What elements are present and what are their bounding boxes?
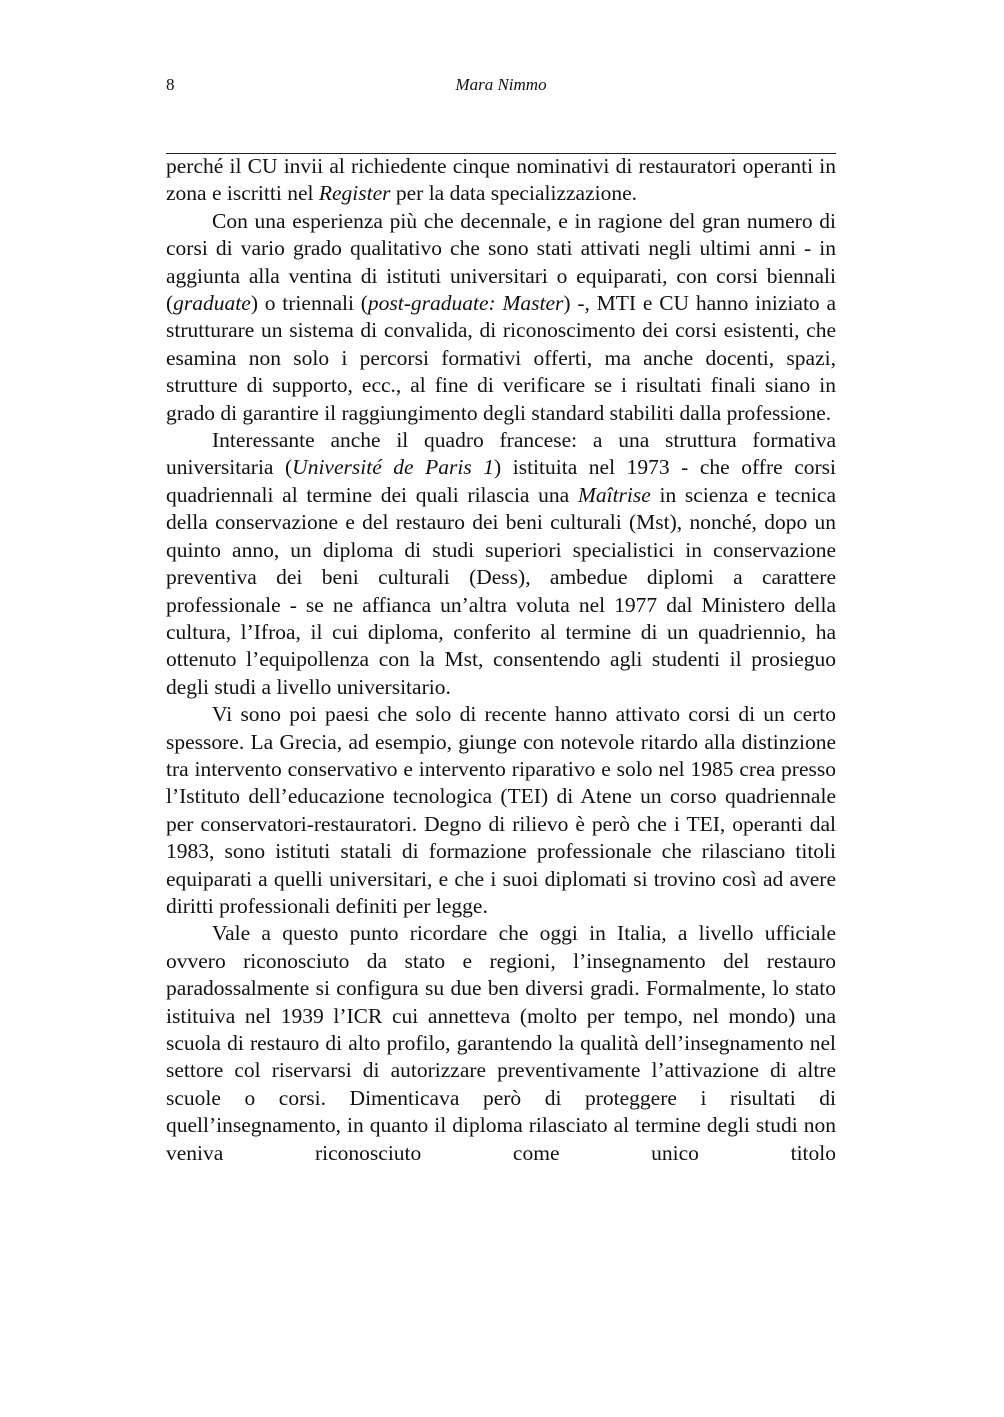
italic-term: post-graduate: Master (367, 291, 564, 316)
text-span: Con una esperienza più che decennale, e in ragione del gran numero di corsi di vario grado qualitativo che sono stati attivati negli ultimi anni - in aggiunta alla ventina di istituti universitari o equiparati, con corsi biennali ( (166, 208, 836, 316)
paragraph (166, 208, 836, 427)
text-span: in scienza e tecnica della conservazione e del restauro dei beni culturali (Mst), nonché, dopo un quinto anno, un diploma di studi superiori specialistici in conservazione preventiva dei beni culturali (Dess), ambedue diplomi a carattere professionale - se ne affianca un’altra voluta nel 1977 dal Ministero della cultura, l’Ifroa, il cui diploma, conferito al termine di un quadriennio, ha ottenuto l’equipollenza con la Mst, consentendo agli studenti il prosieguo degli studi a livello universitario. (166, 482, 836, 699)
text-span: per la data specializzazione. (390, 181, 638, 206)
text-span: Vi sono poi paesi che solo di recente hanno attivato corsi di un certo spessore. La Grecia, ad esempio, giunge con notevole ritardo alla distinzione tra intervento conservativo e intervento riparativo e solo nel 1985 crea presso l’Istituto dell’educazione tecnologica (TEI) di Atene un corso quadriennale per conservatori-restauratori. Degno di rilievo è però che i TEI, operanti dal 1983, sono istituti statali di formazione professionale che rilasciano titoli equiparati a quelli universitari, e che i suoi diplomati si trovino così ad avere diritti professionali definiti per legge. (166, 702, 836, 918)
body-text (166, 153, 836, 1167)
paragraph (166, 920, 836, 1167)
running-title: Mara Nimmo (455, 75, 547, 94)
italic-term: Université de Paris 1 (292, 455, 495, 480)
text-span: ) istituita nel 1973 - che offre corsi quadriennali al termine dei quali rilascia una (166, 455, 836, 507)
italic-term: Maîtrise (577, 482, 651, 507)
paragraph-continuation (166, 153, 836, 208)
text-span: Vale a questo punto ricordare che oggi in Italia, a livello ufficiale ovvero riconosciuto da stato e regioni, l’insegnamento del restauro paradossalmente si configura su due ben diversi gradi. Formalmente, lo stato istituiva nel 1939 l’ICR cui annetteva (molto per tempo, nel mondo) una scuola di restauro di alto profilo, garantendo la qualità dell’insegnamento nel settore col riservarsi di autorizzare preventivamente l’attivazione di altre scuole o corsi. Dimenticava però di proteggere i risultati di quell’insegnamento, in quanto il diploma rilasciato al termine degli studi non veniva riconosciuto come unico titolo (166, 921, 836, 1165)
italic-term: Register (318, 181, 391, 206)
text-span: ) -, MTI e CU hanno iniziato a strutturare un sistema di convalida, di riconoscimento dei corsi esistenti, che esamina non solo i percorsi formativi offerti, ma anche docenti, spazi, strutture di supporto, ecc., al fine di verificare se i risultati finali siano in grado di garantire il raggiungimento degli standard stabiliti dalla professione. (166, 291, 836, 425)
page-number: 8 (166, 75, 175, 94)
text-span: ) o triennali ( (250, 291, 368, 316)
text-span: perché il CU invii al richiedente cinque nominativi di restauratori operanti in zona e iscritti nel (166, 154, 836, 206)
paragraph (166, 427, 836, 701)
italic-term: graduate (173, 291, 251, 316)
paragraph (166, 701, 836, 920)
text-span: Interessante anche il quadro francese: a una struttura formativa universitaria ( (166, 428, 836, 480)
running-head (166, 75, 836, 99)
